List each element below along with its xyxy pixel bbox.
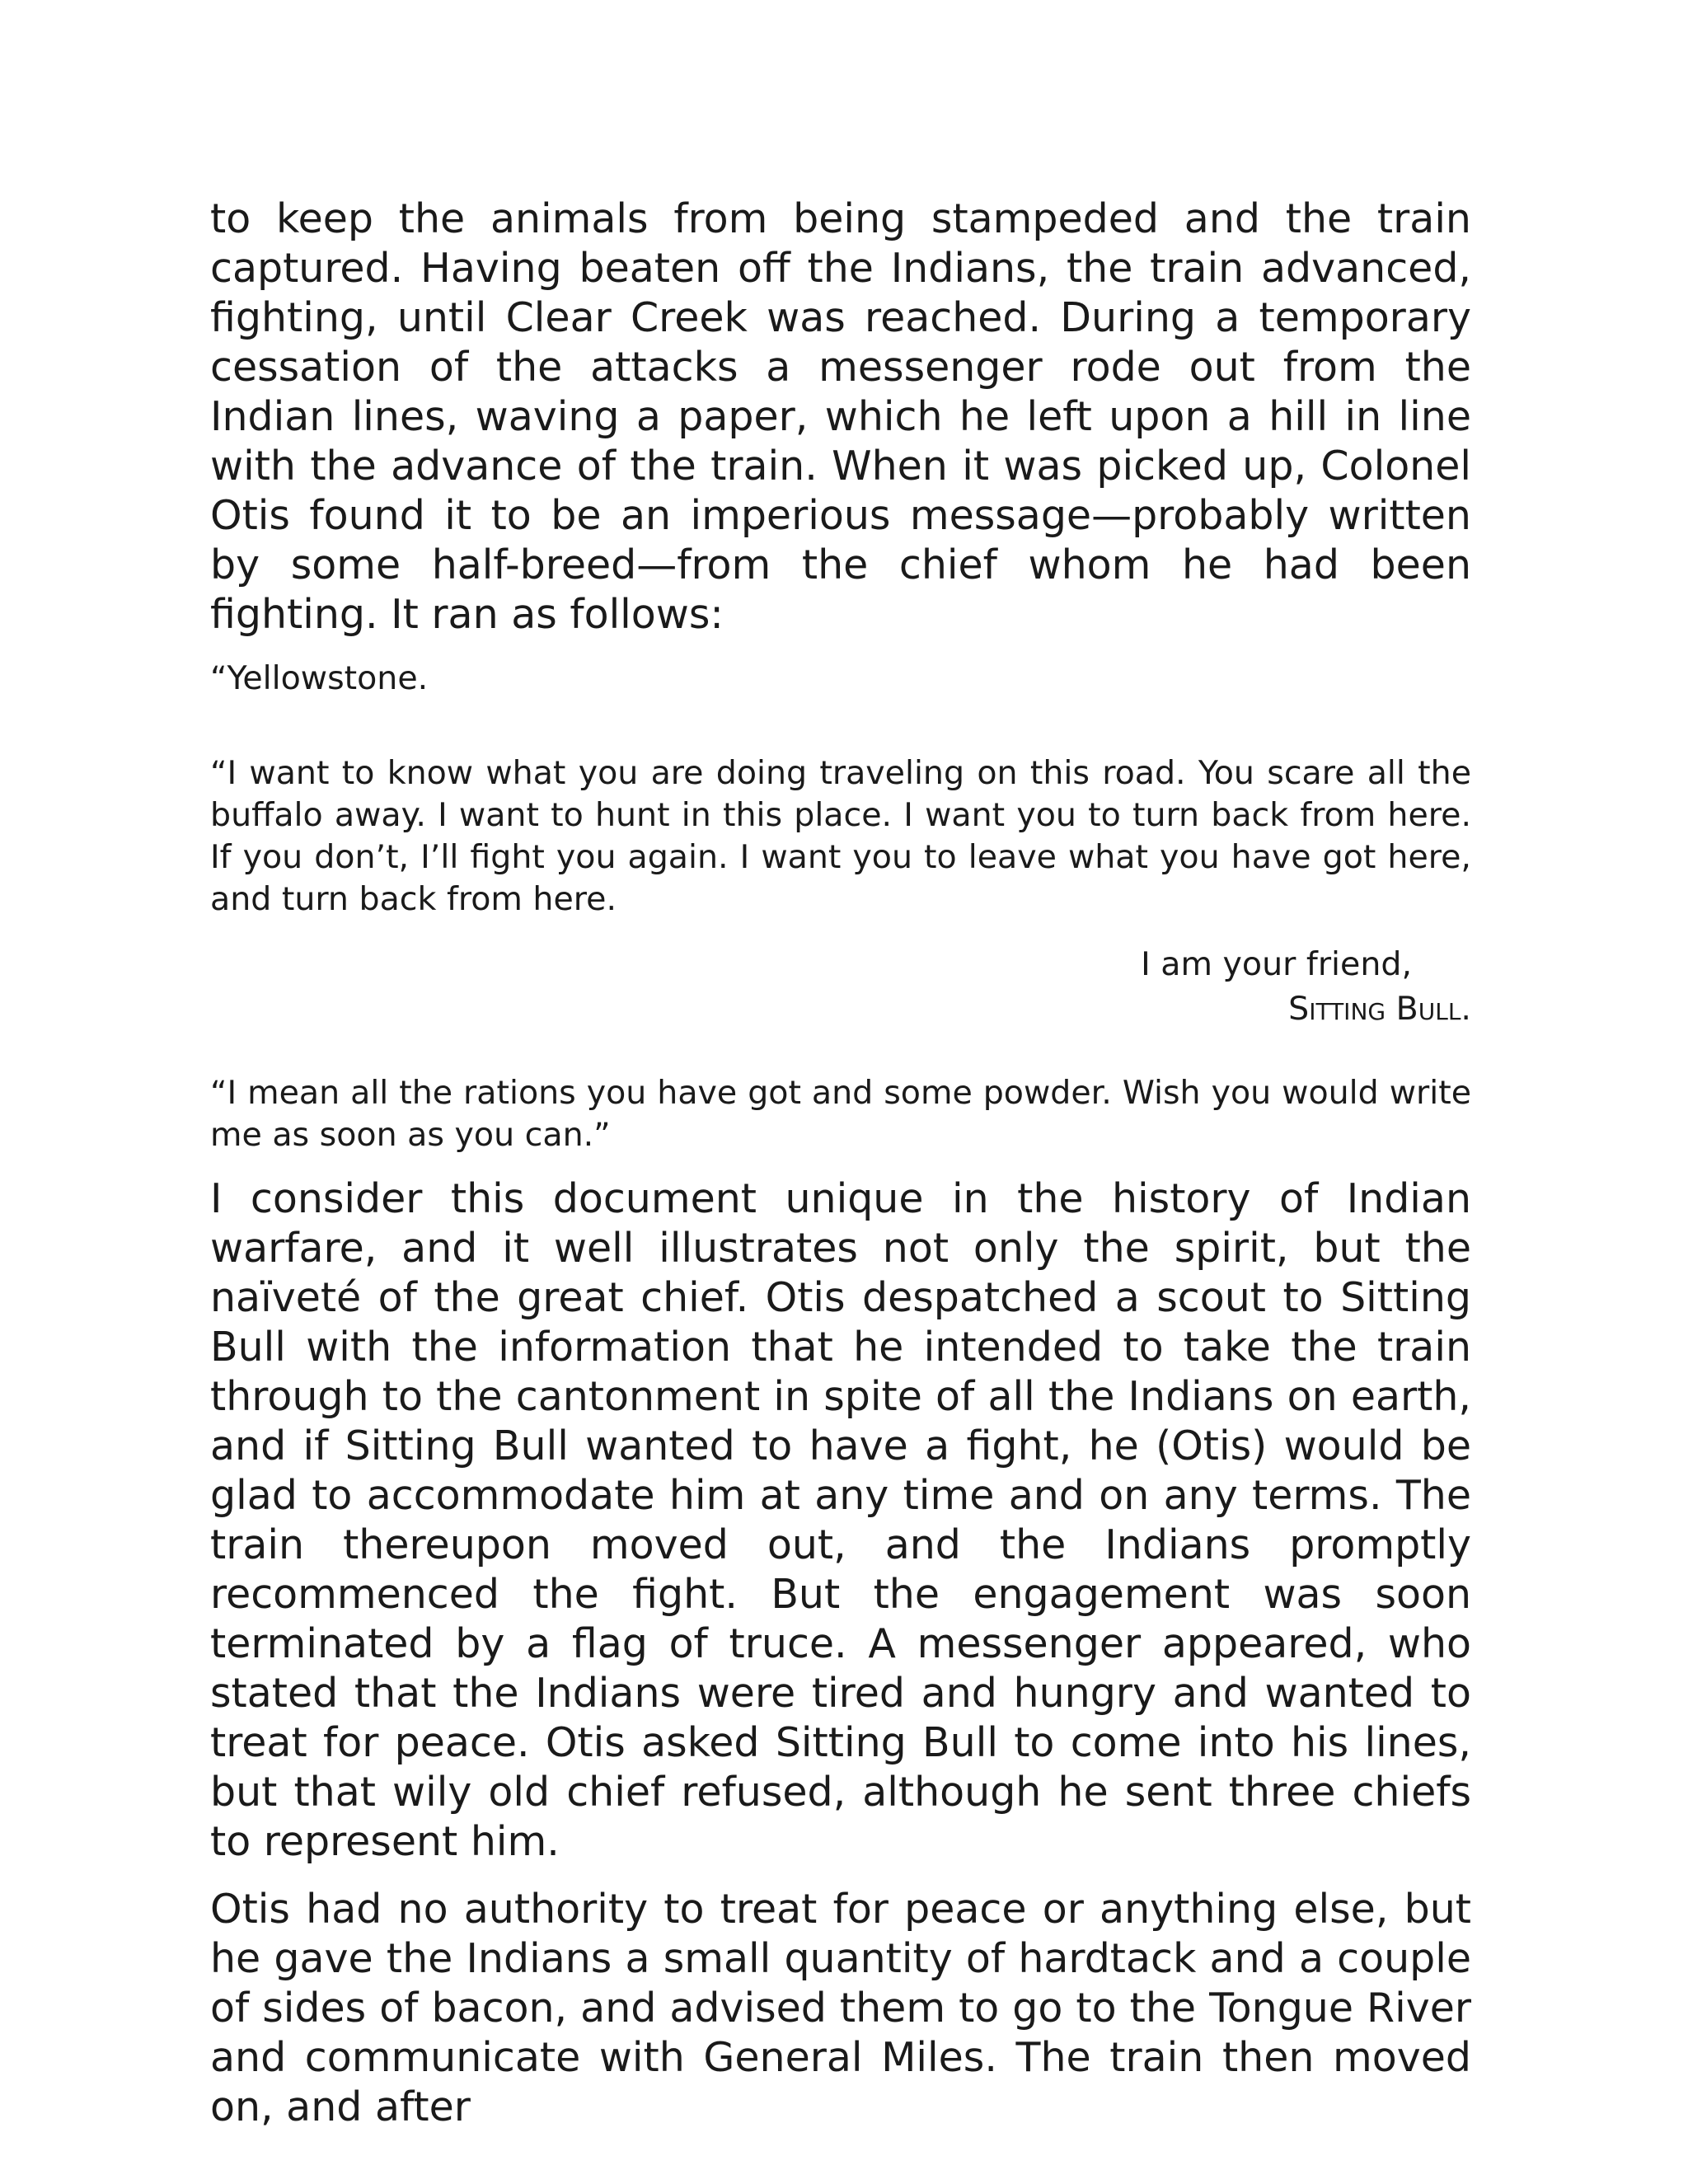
letter-heading: “Yellowstone. (210, 659, 429, 697)
letter-signature: Sitting Bull. (1288, 990, 1471, 1028)
body-paragraph-1: to keep the animals from being stampeded and the train captured. Having beaten off the Indians, the train advanced, fighting, until Clear Creek was reached. During a temporary cessation of the attacks a messenger rode out from the Indian lines, waving a paper, which he left upon a hill in line with the advance of the train. When it was picked up, Colonel Otis found it to be an imperious message—probably written by some half-breed—from the chief whom he had been fighting. It ran as follows: (210, 195, 1471, 638)
body-paragraph-2: I consider this document unique in the history of Indian warfare, and it well illustrates not only the spirit, but the naïveté of the great chief. Otis despatched a scout to Sitting Bull with the information that he intended to take the train through to the cantonment in spite of all the Indians on earth, and if Sitting Bull wanted to have a fight, he (Otis) would be glad to accommodate him at any time and on any terms. The train thereupon moved out, and the Indians promptly recommenced the fight. But the engagement was soon terminated by a flag of truce. A messenger appeared, who stated that the Indians were tired and hungry and wanted to treat for peace. Otis asked Sitting Bull to come into his lines, but that wily old chief refused, although he sent three chiefs to represent him. (210, 1175, 1471, 1865)
letter-closing-block (210, 942, 1471, 1031)
letter-closing: I am your friend, (1141, 945, 1412, 983)
quoted-letter (210, 658, 1471, 1156)
body-paragraph-3: Otis had no authority to treat for peace or anything else, but he gave the Indians a small quantity of hardtack and a couple of sides of bacon, and advised them to go to the Tongue River and communicate with General Miles. The train then moved on, and after (210, 1886, 1471, 2130)
page-content (210, 194, 1471, 2150)
letter-body: “I want to know what you are doing traveling on this road. You scare all the buffalo away. I want to hunt in this place. I want you to turn back from here. If you don’t, I’ll fight you again. I want you to leave what you have got here, and turn back from here. (210, 754, 1471, 918)
letter-postscript: “I mean all the rations you have got and some powder. Wish you would write me as soon as you can.” (210, 1074, 1471, 1154)
